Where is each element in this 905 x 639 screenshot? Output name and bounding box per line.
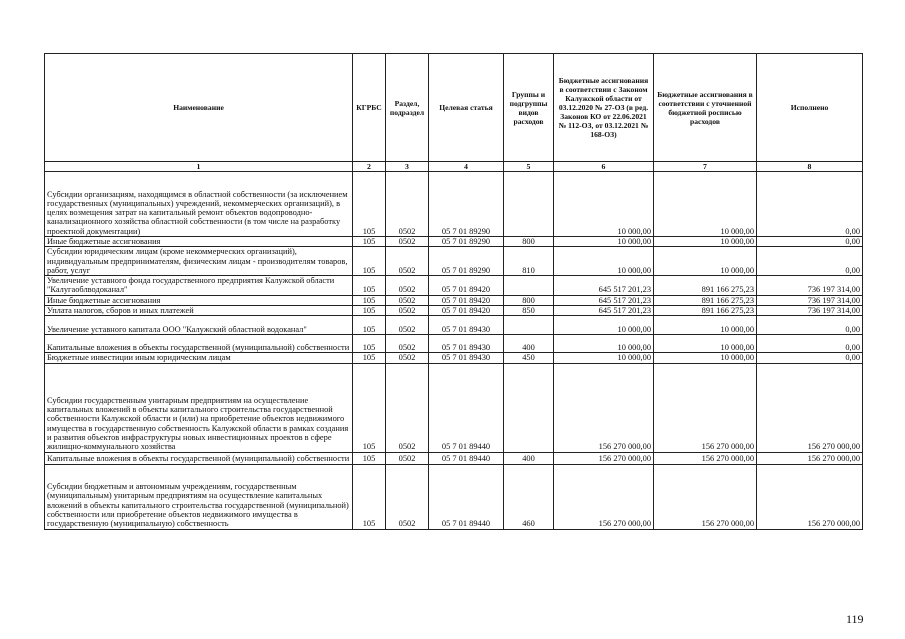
header-refined-allocations: Бюджетные ассигнования в соответствии с уточненной бюджетной росписью расходов xyxy=(654,54,757,162)
row-section-cell: 0502 xyxy=(386,237,429,247)
row-group-cell: 800 xyxy=(504,237,554,247)
row-kgrbs-cell: 105 xyxy=(353,316,386,335)
budget-table xyxy=(44,53,863,530)
column-number: 5 xyxy=(504,162,554,172)
row-section-cell: 0502 xyxy=(386,316,429,335)
row-law-amount-cell: 10 000,00 xyxy=(554,237,654,247)
table-row xyxy=(45,172,863,237)
row-group-cell xyxy=(504,363,554,452)
row-kgrbs-cell: 105 xyxy=(353,247,386,276)
row-section-cell: 0502 xyxy=(386,295,429,305)
row-kgrbs-cell: 105 xyxy=(353,363,386,452)
row-executed-amount-cell: 0,00 xyxy=(757,316,863,335)
row-law-amount-cell: 10 000,00 xyxy=(554,335,654,353)
row-law-amount-cell: 10 000,00 xyxy=(554,247,654,276)
row-executed-amount-cell: 156 270 000,00 xyxy=(757,363,863,452)
column-number: 1 xyxy=(45,162,353,172)
row-group-cell xyxy=(504,276,554,296)
table-row xyxy=(45,295,863,305)
row-law-amount-cell: 10 000,00 xyxy=(554,172,654,237)
row-section-cell: 0502 xyxy=(386,363,429,452)
row-kgrbs-cell: 105 xyxy=(353,276,386,296)
row-name-cell: Субсидии государственным унитарным предприятиям на осуществление капитальных вложений в объекты капитального строительства государственной собственности Калужской области и (или) на приобретение объектов недвижимого имущества в государственную собственность Калужской области в рамках создания и развития объектов инфраструктуры новых инвестиционных проектов в сфере жилищно-коммунального хозяйства xyxy=(45,363,353,452)
row-name-cell: Иные бюджетные ассигнования xyxy=(45,295,353,305)
row-target-cell: 05 7 01 89290 xyxy=(429,237,504,247)
row-target-cell: 05 7 01 89290 xyxy=(429,247,504,276)
row-refined-amount-cell: 10 000,00 xyxy=(654,316,757,335)
row-executed-amount-cell: 736 197 314,00 xyxy=(757,276,863,296)
row-group-cell: 400 xyxy=(504,452,554,464)
row-name-cell: Увеличение уставного фонда государственного предприятия Калужской области "Калугаоблводоканал" xyxy=(45,276,353,296)
header-kgrbs: КГРБС xyxy=(353,54,386,162)
row-target-cell: 05 7 01 89440 xyxy=(429,452,504,464)
header-target: Целевая статья xyxy=(429,54,504,162)
row-group-cell xyxy=(504,316,554,335)
table-row xyxy=(45,452,863,464)
row-name-cell: Субсидии юридическим лицам (кроме некоммерческих организаций), индивидуальным предпринимателям, физическим лицам - производителям товаров, работ, услуг xyxy=(45,247,353,276)
column-number: 2 xyxy=(353,162,386,172)
row-executed-amount-cell: 736 197 314,00 xyxy=(757,306,863,316)
row-executed-amount-cell: 156 270 000,00 xyxy=(757,464,863,529)
row-executed-amount-cell: 0,00 xyxy=(757,237,863,247)
row-name-cell: Увеличение уставного капитала ООО "Калужский областной водоканал" xyxy=(45,316,353,335)
page-number: 119 xyxy=(846,612,864,626)
row-kgrbs-cell: 105 xyxy=(353,335,386,353)
row-section-cell: 0502 xyxy=(386,464,429,529)
row-section-cell: 0502 xyxy=(386,247,429,276)
column-number: 6 xyxy=(554,162,654,172)
row-section-cell: 0502 xyxy=(386,276,429,296)
row-refined-amount-cell: 891 166 275,23 xyxy=(654,295,757,305)
row-group-cell xyxy=(504,172,554,237)
table-row xyxy=(45,335,863,353)
row-law-amount-cell: 645 517 201,23 xyxy=(554,295,654,305)
table-row xyxy=(45,316,863,335)
table-row xyxy=(45,363,863,452)
row-name-cell: Бюджетные инвестиции иным юридическим лицам xyxy=(45,353,353,363)
row-name-cell: Уплата налогов, сборов и иных платежей xyxy=(45,306,353,316)
column-number: 7 xyxy=(654,162,757,172)
row-group-cell: 460 xyxy=(504,464,554,529)
table-row xyxy=(45,464,863,529)
row-refined-amount-cell: 891 166 275,23 xyxy=(654,306,757,316)
row-kgrbs-cell: 105 xyxy=(353,306,386,316)
row-executed-amount-cell: 736 197 314,00 xyxy=(757,295,863,305)
row-target-cell: 05 7 01 89440 xyxy=(429,363,504,452)
row-kgrbs-cell: 105 xyxy=(353,172,386,237)
row-target-cell: 05 7 01 89420 xyxy=(429,276,504,296)
row-kgrbs-cell: 105 xyxy=(353,295,386,305)
row-refined-amount-cell: 10 000,00 xyxy=(654,335,757,353)
row-refined-amount-cell: 10 000,00 xyxy=(654,353,757,363)
row-target-cell: 05 7 01 89430 xyxy=(429,316,504,335)
row-law-amount-cell: 156 270 000,00 xyxy=(554,452,654,464)
row-law-amount-cell: 156 270 000,00 xyxy=(554,464,654,529)
row-target-cell: 05 7 01 89440 xyxy=(429,464,504,529)
row-refined-amount-cell: 891 166 275,23 xyxy=(654,276,757,296)
column-number: 8 xyxy=(757,162,863,172)
row-group-cell: 400 xyxy=(504,335,554,353)
column-number: 4 xyxy=(429,162,504,172)
row-executed-amount-cell: 156 270 000,00 xyxy=(757,452,863,464)
row-target-cell: 05 7 01 89290 xyxy=(429,172,504,237)
row-section-cell: 0502 xyxy=(386,306,429,316)
row-law-amount-cell: 645 517 201,23 xyxy=(554,276,654,296)
row-target-cell: 05 7 01 89420 xyxy=(429,295,504,305)
table-row xyxy=(45,237,863,247)
header-law-allocations: Бюджетные ассигнования в соответствии с Законом Калужской области от 03.12.2020 № 27-ОЗ (в ред. Законов КО от 22.06.2021 № 112-ОЗ, от 03.12.2021 № 168-ОЗ) xyxy=(554,54,654,162)
row-name-cell: Иные бюджетные ассигнования xyxy=(45,237,353,247)
row-target-cell: 05 7 01 89430 xyxy=(429,353,504,363)
row-name-cell: Капитальные вложения в объекты государственной (муниципальной) собственности xyxy=(45,452,353,464)
header-executed: Исполнено xyxy=(757,54,863,162)
row-executed-amount-cell: 0,00 xyxy=(757,353,863,363)
table-row xyxy=(45,306,863,316)
table-row xyxy=(45,247,863,276)
row-section-cell: 0502 xyxy=(386,452,429,464)
row-refined-amount-cell: 10 000,00 xyxy=(654,247,757,276)
row-section-cell: 0502 xyxy=(386,172,429,237)
header-section: Раздел, подраздел xyxy=(386,54,429,162)
row-refined-amount-cell: 10 000,00 xyxy=(654,172,757,237)
row-law-amount-cell: 10 000,00 xyxy=(554,316,654,335)
row-kgrbs-cell: 105 xyxy=(353,452,386,464)
row-name-cell: Субсидии бюджетным и автономным учреждениям, государственным (муниципальным) унитарным предприятиям на осуществление капитальных вложений в объекты капитального строительства государственной (муниципальной) собственности или приобретение объектов недвижимого имущества в государственную (муниципальную) собственность xyxy=(45,464,353,529)
row-kgrbs-cell: 105 xyxy=(353,353,386,363)
row-law-amount-cell: 156 270 000,00 xyxy=(554,363,654,452)
row-name-cell: Капитальные вложения в объекты государственной (муниципальной) собственности xyxy=(45,335,353,353)
row-law-amount-cell: 645 517 201,23 xyxy=(554,306,654,316)
row-refined-amount-cell: 156 270 000,00 xyxy=(654,464,757,529)
row-group-cell: 800 xyxy=(504,295,554,305)
table-row xyxy=(45,276,863,296)
row-target-cell: 05 7 01 89420 xyxy=(429,306,504,316)
table-row xyxy=(45,353,863,363)
row-refined-amount-cell: 156 270 000,00 xyxy=(654,452,757,464)
row-executed-amount-cell: 0,00 xyxy=(757,335,863,353)
column-number: 3 xyxy=(386,162,429,172)
header-row xyxy=(45,54,863,162)
row-executed-amount-cell: 0,00 xyxy=(757,172,863,237)
row-kgrbs-cell: 105 xyxy=(353,237,386,247)
row-kgrbs-cell: 105 xyxy=(353,464,386,529)
row-group-cell: 850 xyxy=(504,306,554,316)
row-name-cell: Субсидии организациям, находящимся в областной собственности (за исключением государственных (муниципальных) учреждений, некоммерческих организаций), в целях возмещения затрат на капитальный ремонт объектов водопроводно-канализационного хозяйства областной собственности (в том числе на разработку проектной документации) xyxy=(45,172,353,237)
row-section-cell: 0502 xyxy=(386,335,429,353)
row-group-cell: 810 xyxy=(504,247,554,276)
row-refined-amount-cell: 156 270 000,00 xyxy=(654,363,757,452)
column-number-row xyxy=(45,162,863,172)
row-refined-amount-cell: 10 000,00 xyxy=(654,237,757,247)
row-law-amount-cell: 10 000,00 xyxy=(554,353,654,363)
header-name: Наименование xyxy=(45,54,353,162)
row-executed-amount-cell: 0,00 xyxy=(757,247,863,276)
header-groups: Группы и подгруппы видов расходов xyxy=(504,54,554,162)
row-target-cell: 05 7 01 89430 xyxy=(429,335,504,353)
row-section-cell: 0502 xyxy=(386,353,429,363)
row-group-cell: 450 xyxy=(504,353,554,363)
